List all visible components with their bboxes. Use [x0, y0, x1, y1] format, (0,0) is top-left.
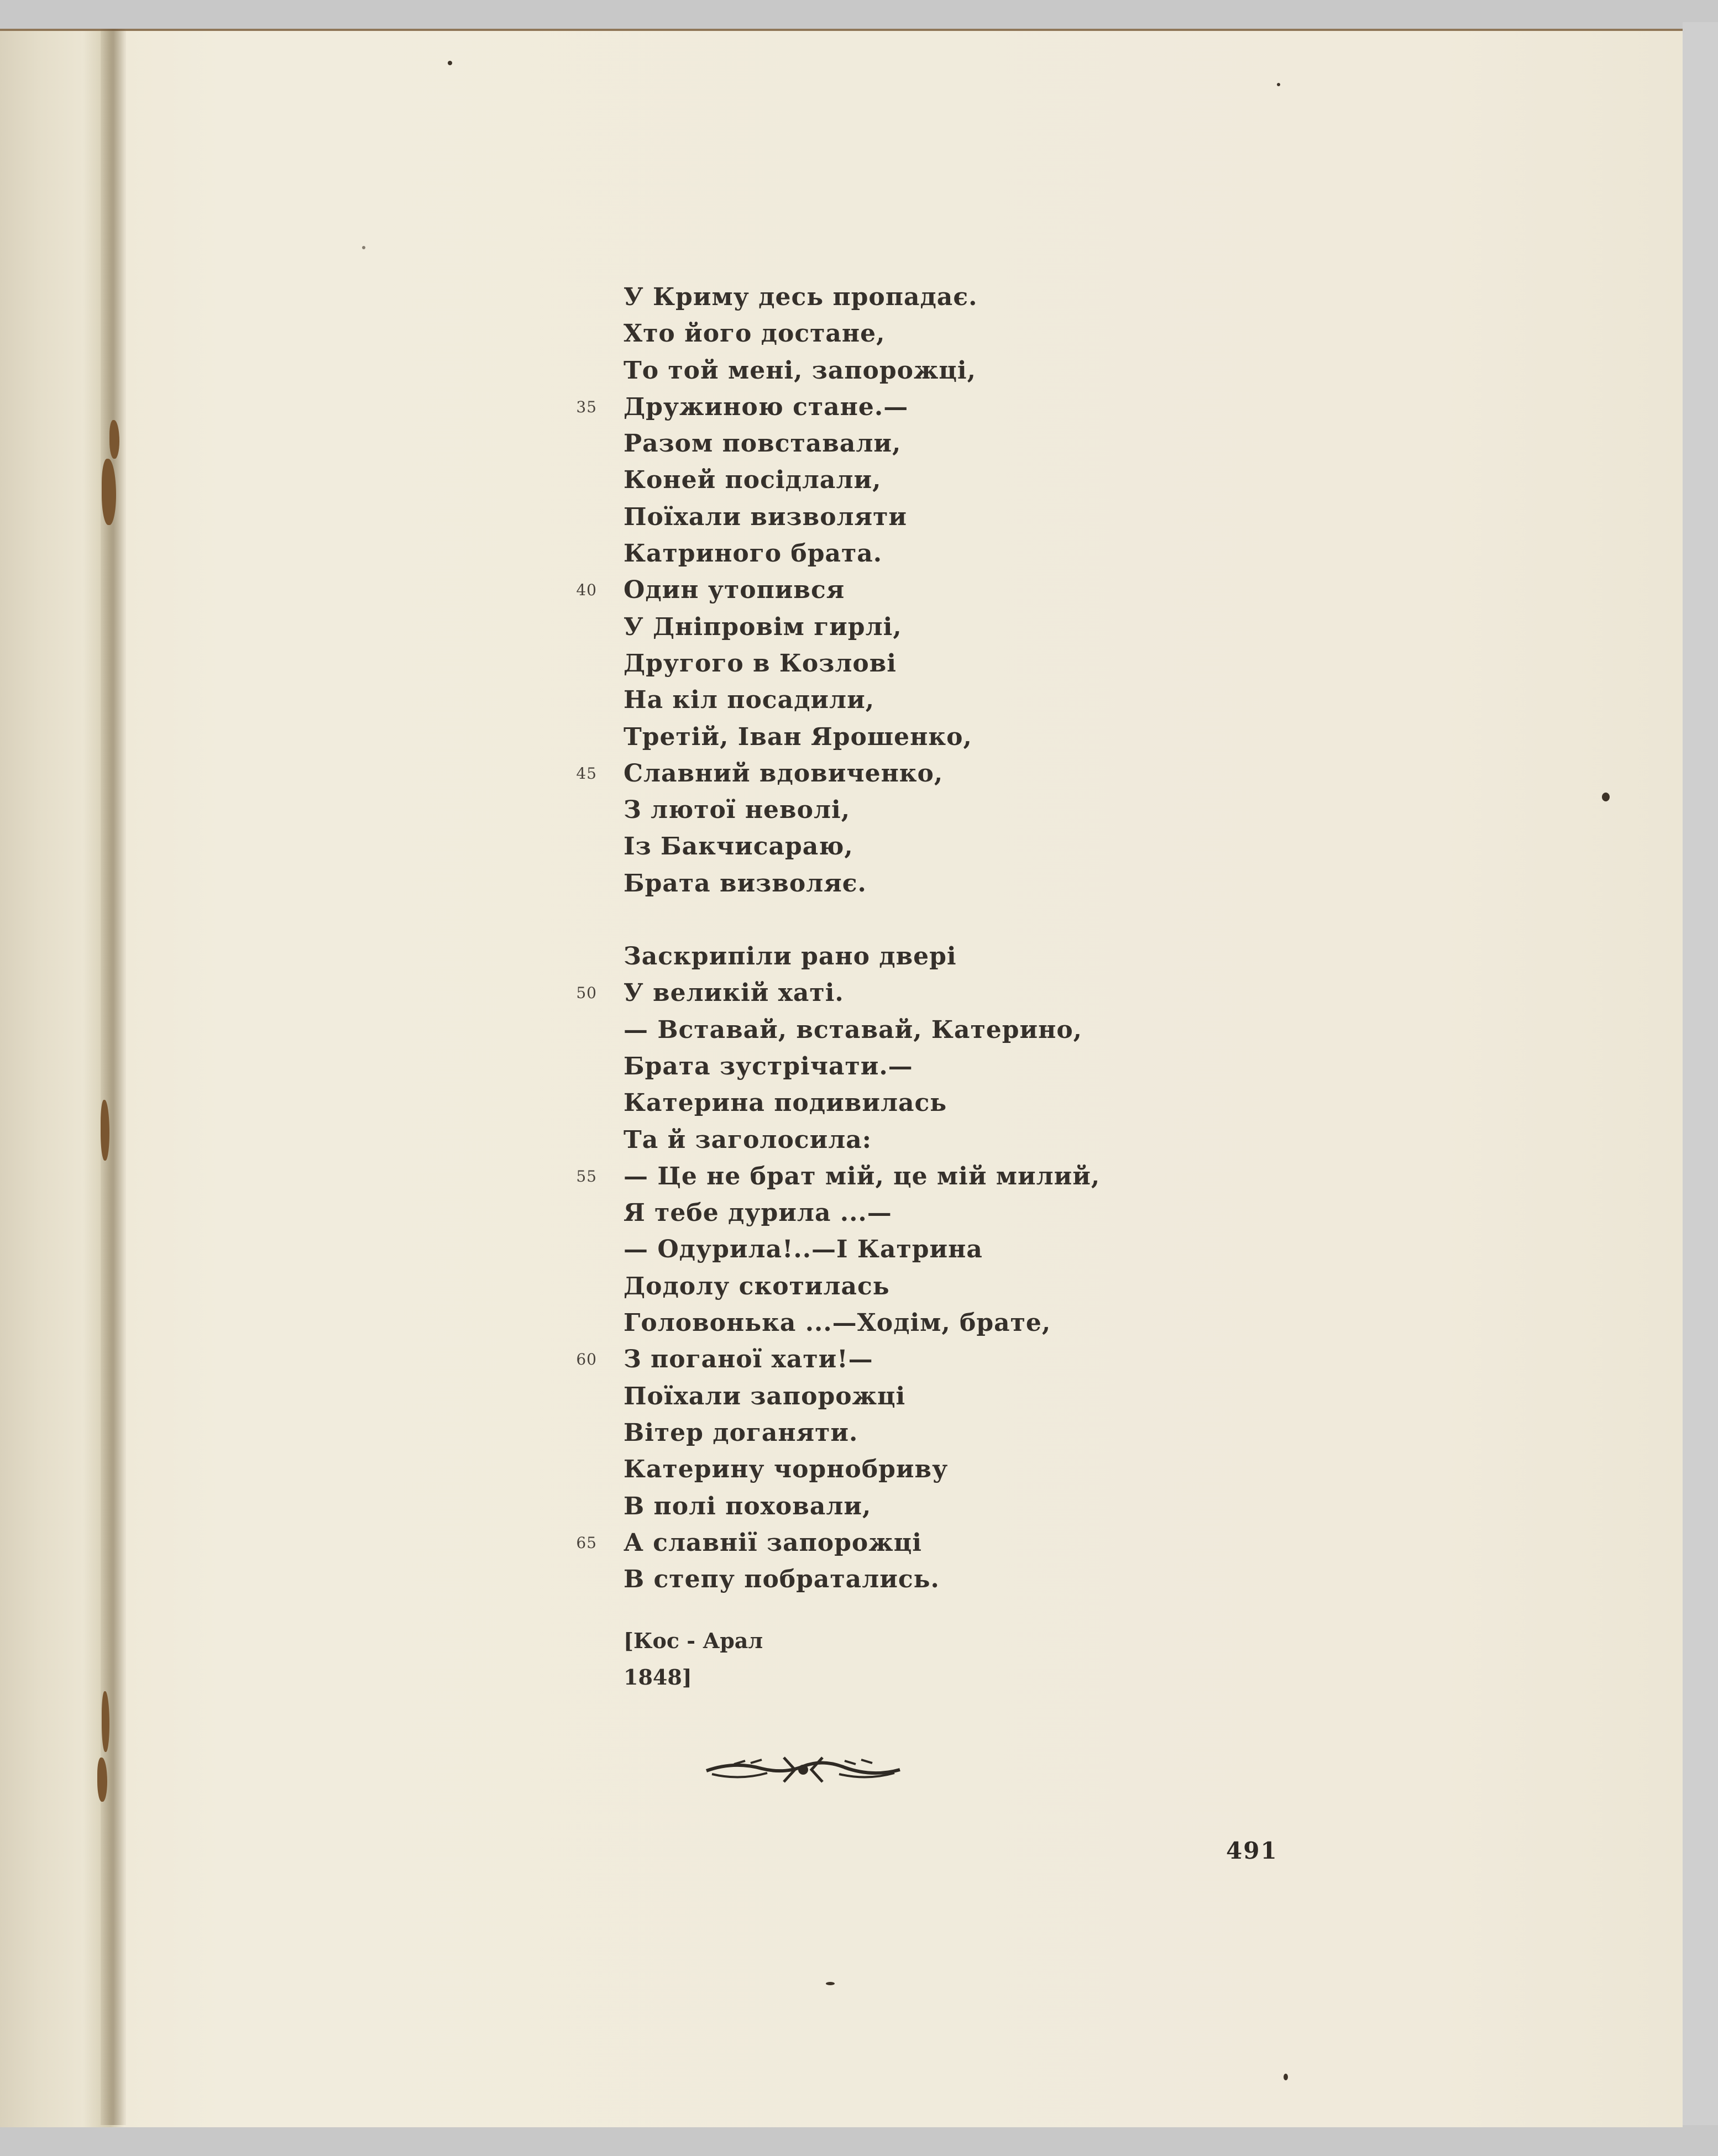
- poem-line: У Дніпровім гирлі,: [624, 612, 902, 641]
- line-number: 35: [576, 397, 597, 416]
- paper-speck: [1602, 793, 1610, 801]
- poem-line: На кіл посадили,: [624, 686, 875, 715]
- poem-line: Та й заголосила:: [624, 1125, 872, 1154]
- poem-line: 35 Дружиною стане.—: [624, 389, 1453, 426]
- poem-line: 45 Славний вдовиченко,: [624, 756, 1453, 792]
- poem-line: То той мені, запорожці,: [624, 356, 976, 385]
- page-number: 491: [1226, 1837, 1278, 1864]
- poem-line: Поїхали визволяти: [624, 502, 907, 531]
- paper-speck: [1284, 2074, 1288, 2080]
- note-year: 1848]: [624, 1665, 692, 1690]
- place-date-note: [624, 1623, 763, 1696]
- line-number: 65: [576, 1533, 597, 1552]
- poem-line: Брата визволяє.: [624, 869, 867, 898]
- paper-speck: [362, 246, 365, 249]
- poem-line: Катерина подивилась: [624, 1089, 947, 1118]
- line-number: 60: [576, 1350, 597, 1369]
- note-place: [Кос - Арал: [624, 1628, 763, 1653]
- poem-line: Разом повставали,: [624, 429, 902, 458]
- poem-line: Головонька ...—Ходім, брате,: [624, 1309, 1051, 1337]
- poem-line: — Вставай, вставай, Катерино,: [624, 1015, 1082, 1044]
- paper-speck: [1277, 83, 1280, 86]
- line-number: 55: [576, 1167, 597, 1185]
- poem-line: В полі поховали,: [624, 1492, 872, 1520]
- poem-line: — Одурила!..—І Катрина: [624, 1235, 983, 1264]
- poem-line: 40 Один утопився: [624, 572, 1453, 608]
- poem-line: Катриного брата.: [624, 539, 883, 568]
- poem-line: Третій, Іван Ярошенко,: [624, 722, 972, 751]
- poem-line: Із Бакчисараю,: [624, 832, 853, 861]
- poem-line: 50 У великій хаті.: [624, 975, 1453, 1011]
- spine-shadow: [101, 29, 126, 2125]
- poem-line: Я тебе дурила ...—: [624, 1199, 892, 1227]
- ornament-icon: [701, 1750, 905, 1790]
- poem-line: В степу побратались.: [624, 1565, 940, 1594]
- poem-line: У Криму десь пропадає.: [624, 283, 978, 311]
- poem-line: 55 — Це не брат мій, це мій милий,: [624, 1158, 1453, 1195]
- poem-line: 65 А славнії запорожці: [624, 1525, 1453, 1561]
- poem-line: Заскрипіли рано двері: [624, 942, 957, 971]
- poem-line: 60 З поганої хати!—: [624, 1341, 1453, 1378]
- poem-line: Хто його достане,: [624, 319, 886, 348]
- poem-line: Поїхали запорожці: [624, 1382, 906, 1410]
- poem-line: Вітер доганяти.: [624, 1418, 858, 1447]
- poem-text: [576, 279, 1453, 1635]
- poem-line: Додолу скотилась: [624, 1272, 890, 1300]
- poem-line: Брата зустрічати.—: [624, 1052, 913, 1080]
- line-number: 50: [576, 984, 597, 1003]
- paper-speck: [826, 1982, 835, 1985]
- scan-margin-right: [1683, 22, 1718, 2125]
- poem-line: Другого в Козлові: [624, 649, 897, 678]
- poem-line: Коней посідлали,: [624, 466, 882, 495]
- line-number: 40: [576, 581, 597, 600]
- line-number: 45: [576, 764, 597, 783]
- paper-speck: [448, 61, 452, 65]
- poem-line: З лютої неволі,: [624, 796, 851, 825]
- poem-line: Катерину чорнобриву: [624, 1455, 949, 1484]
